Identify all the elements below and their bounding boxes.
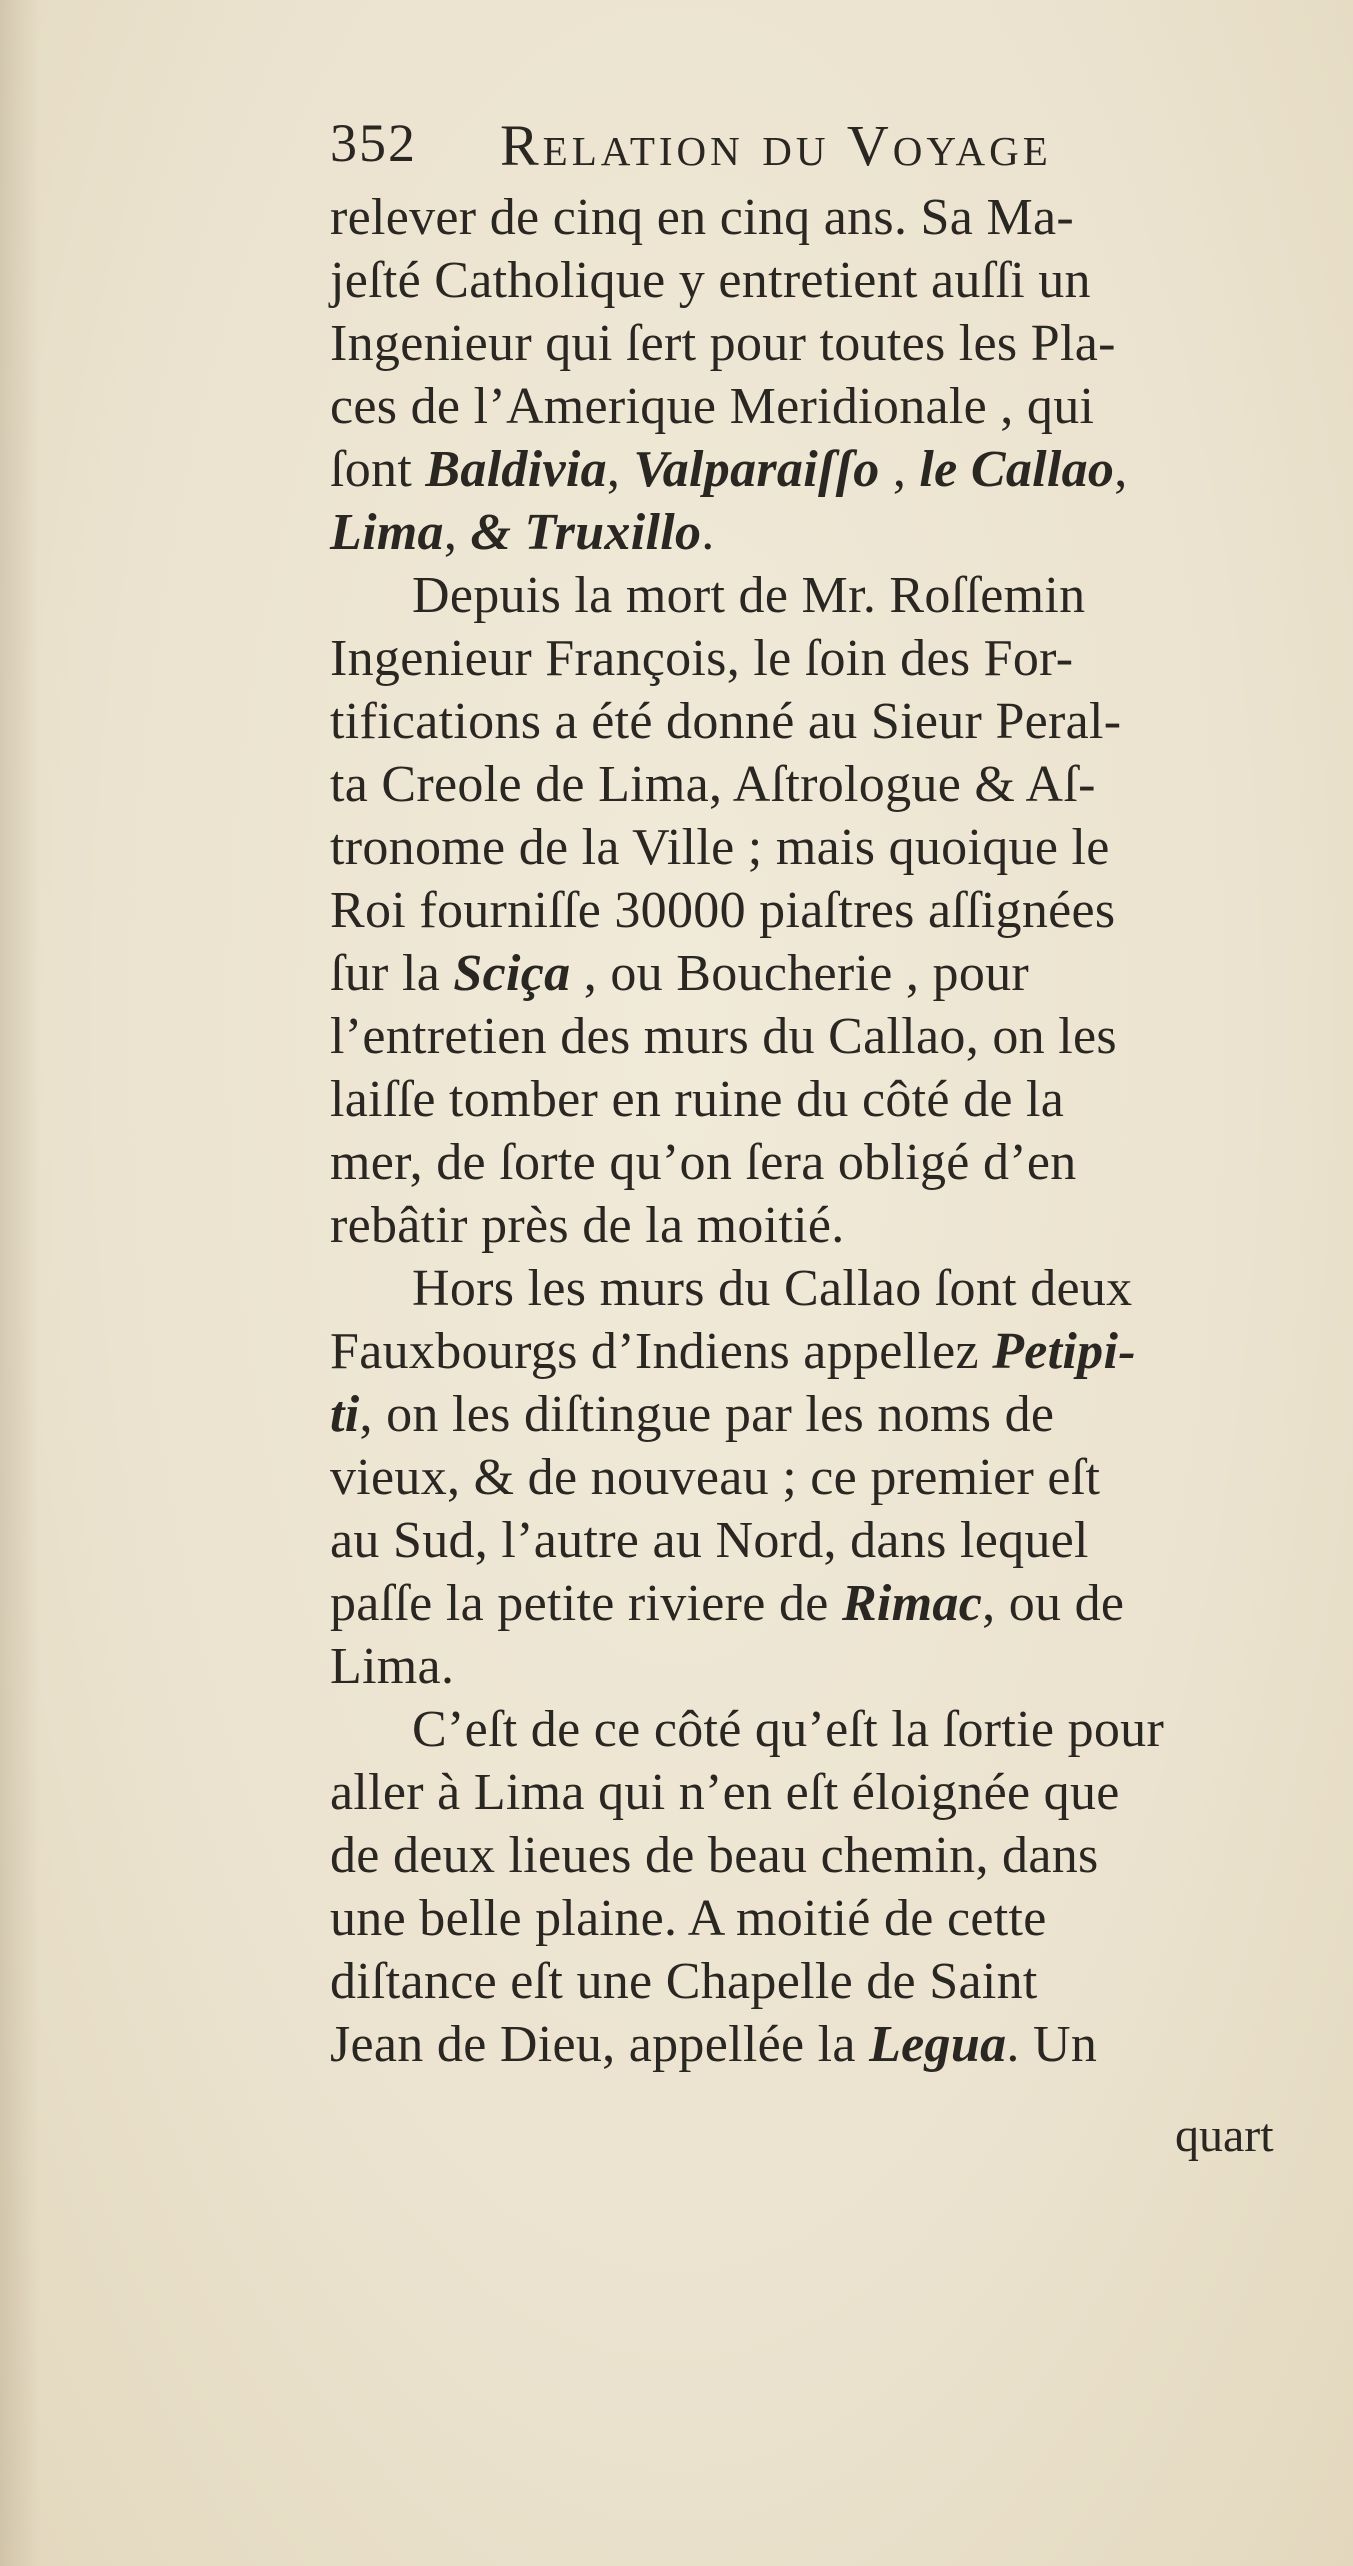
text-line (330, 312, 1310, 375)
text-segment: Ingenieur François, le ſoin des For- (330, 630, 1074, 687)
gutter-shadow (0, 0, 40, 2566)
text-line (330, 879, 1310, 942)
text-segment: paſſe la petite riviere de (330, 1575, 842, 1632)
text-segment: laiſſe tomber en ruine du côté de la (330, 1071, 1065, 1128)
text-line (330, 1572, 1310, 1635)
text-line (330, 1068, 1310, 1131)
text-line (330, 1131, 1310, 1194)
text-line (330, 186, 1310, 249)
text-line (330, 249, 1310, 312)
catchword: quart (1175, 2109, 1274, 2162)
text-segment: Jean de Dieu, appellée la (330, 2016, 870, 2073)
running-head: Relation du Voyage (500, 113, 1052, 178)
text-line (330, 375, 1310, 438)
italic-text: & (470, 504, 512, 561)
italic-text: Legua (869, 2016, 1007, 2073)
text-line (330, 1194, 1310, 1257)
text-segment: Roi fourniſſe 30000 piaſtres aſſignées (330, 882, 1116, 939)
text-line (330, 1446, 1310, 1509)
text-line (330, 564, 1310, 627)
text-line (330, 1635, 1310, 1698)
text-line (330, 942, 1310, 1005)
italic-text: Baldivia (425, 441, 607, 498)
italic-text: ti (330, 1386, 360, 1443)
text-segment: Lima. (330, 1638, 455, 1695)
text-segment: C’eſt de ce côté qu’eſt la ſortie pour (412, 1701, 1165, 1758)
text-segment: Depuis la mort de Mr. Roſſemin (412, 567, 1086, 624)
text-line (330, 690, 1310, 753)
text-segment: , (879, 441, 920, 498)
text-segment: , (443, 504, 471, 561)
text-line (330, 1824, 1310, 1887)
text-segment: une belle plaine. A moitié de cette (330, 1890, 1047, 1947)
text-segment: ces de l’Amerique Meridionale , qui (330, 378, 1095, 435)
text-segment: rebâtir près de la moitié. (330, 1197, 845, 1254)
text-segment: tifications a été donné au Sieur Peral- (330, 693, 1122, 750)
text-line (330, 753, 1310, 816)
page-number: 352 (330, 113, 417, 173)
text-segment: , (606, 441, 634, 498)
italic-text: le Callao (919, 441, 1115, 498)
text-line (330, 1887, 1310, 1950)
italic-text: Petipi- (992, 1323, 1136, 1380)
body-text (330, 186, 1310, 2076)
text-line (330, 1257, 1310, 1320)
text-segment: Fauxbourgs d’Indiens appellez (330, 1323, 993, 1380)
italic-text: Lima (330, 504, 444, 561)
text-segment: mer, de ſorte qu’on ſera obligé d’en (330, 1134, 1077, 1191)
text-segment: aller à Lima qui n’en eſt éloignée que (330, 1764, 1120, 1821)
text-segment (511, 504, 524, 561)
text-segment: vieux, & de nouveau ; ce premier eſt (330, 1449, 1101, 1506)
text-segment: ta Creole de Lima, Aſtrologue & Aſ- (330, 756, 1096, 813)
text-line (330, 1950, 1310, 2013)
text-line (330, 1320, 1310, 1383)
text-line (330, 501, 1310, 564)
text-segment: tronome de la Ville ; mais quoique le (330, 819, 1110, 876)
text-segment: , (1114, 441, 1128, 498)
text-line (330, 1005, 1310, 1068)
text-segment: au Sud, l’autre au Nord, dans lequel (330, 1512, 1089, 1569)
text-segment: diſtance eſt une Chapelle de Saint (330, 1953, 1038, 2010)
text-segment: jeſté Catholique y entretient auſſi un (330, 252, 1091, 309)
italic-text: Rimac (841, 1575, 983, 1632)
text-line (330, 1761, 1310, 1824)
text-line (330, 438, 1310, 501)
text-line (330, 2013, 1310, 2076)
text-segment: Ingenieur qui ſert pour toutes les Pla- (330, 315, 1116, 372)
text-segment: relever de cinq en cinq ans. Sa Ma- (330, 189, 1074, 246)
text-segment: l’entretien des murs du Callao, on les (330, 1008, 1117, 1065)
text-line (330, 1509, 1310, 1572)
text-line (330, 1698, 1310, 1761)
page-header (330, 112, 1210, 182)
text-segment: , ou de (982, 1575, 1125, 1632)
text-segment: ſur la (330, 945, 454, 1002)
text-segment: , ou Boucherie , pour (570, 945, 1030, 1002)
italic-text: Truxillo (524, 504, 702, 561)
text-segment: ſont (330, 441, 426, 498)
italic-text: Valparaiſſo (633, 441, 880, 498)
text-line (330, 1383, 1310, 1446)
text-segment: de deux lieues de beau chemin, dans (330, 1827, 1099, 1884)
text-line (330, 627, 1310, 690)
text-line (330, 816, 1310, 879)
text-segment: , on les diſtingue par les noms de (359, 1386, 1055, 1443)
text-segment: . Un (1006, 2016, 1098, 2073)
italic-text: Sciça (453, 945, 571, 1002)
text-segment: Hors les murs du Callao ſont deux (412, 1260, 1133, 1317)
text-segment: . (701, 504, 715, 561)
